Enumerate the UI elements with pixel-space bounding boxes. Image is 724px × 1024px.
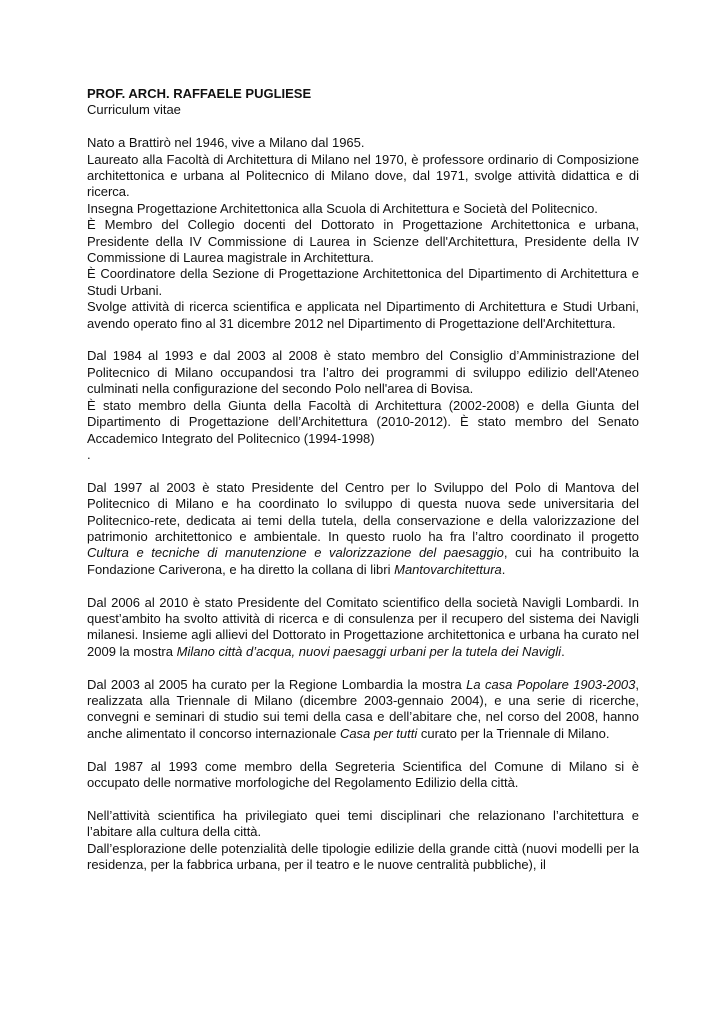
italic-competition-title: Casa per tutti	[339, 725, 418, 741]
italic-exhibition-title: La casa Popolare 1903-2003	[466, 676, 636, 692]
italic-exhibition-title: Milano città d’acqua, nuovi paesaggi urbani per la tutela dei Navigli	[176, 643, 562, 659]
paragraph-doctorate: È Membro del Collegio docenti del Dottorato in Progettazione Architettonica e urbana, Presidente della IV Commissione di Laurea in Scienze dell'Architettura, Presidente della IV Commissione di Laurea magistrale in Architettura.	[87, 217, 639, 266]
spacer	[87, 742, 639, 758]
text-run: Dal 1997 al 2003 è stato Presidente del Centro per lo Sviluppo del Polo di Mantova del Politecnico di Milano e ha coordinato lo sviluppo di questa nuova sede universitaria del Politecnico-rete, dedicata ai temi della tutela, della conservazione e della valorizzazione del patrimonio architettonico e ambientale. In questo ruolo ha fra l’altro coordinato il progetto	[87, 479, 639, 544]
text-run: , cui ha contribuito la Fondazione Cariverona, e ha diretto la collana di libri	[87, 545, 639, 577]
spacer	[87, 660, 639, 676]
paragraph-coordinator: È Coordinatore della Sezione di Progettazione Architettonica del Dipartimento di Architettura e Studi Urbani.	[87, 266, 639, 298]
document-page	[87, 86, 639, 873]
paragraph-research: Svolge attività di ricerca scientifica e applicata nel Dipartimento di Architettura e Studi Urbani, avendo operato fino al 31 dicembre 2012 nel Dipartimento di Progettazione dell'Architettura.	[87, 299, 639, 331]
spacer	[87, 332, 639, 348]
paragraph-navigli	[87, 595, 639, 661]
spacer	[87, 791, 639, 807]
paragraph-dot: .	[87, 446, 91, 462]
document-title: PROF. ARCH. RAFFAELE PUGLIESE	[87, 86, 312, 101]
spacer	[87, 463, 639, 479]
paragraph-exploration: Dall’esplorazione delle potenzialità delle tipologie edilizie della grande città (nuovi modelli per la residenza, per la fabbrica urbana, per il teatro e le nuove centralità pubbliche), il	[87, 840, 639, 872]
paragraph-scientific-activity: Nell’attività scientifica ha privilegiato quei temi disciplinari che relazionano l’architettura e l’abitare alla cultura della città.	[87, 807, 639, 840]
paragraph-segreteria: Dal 1987 al 1993 come membro della Segreteria Scientifica del Comune di Milano si è occupato delle normative morfologiche del Regolamento Edilizio della città.	[87, 758, 639, 790]
text-run: .	[501, 561, 506, 577]
text-run: Dal 2003 al 2005 ha curato per la Regione Lombardia la mostra	[87, 676, 467, 692]
text-run: .	[561, 643, 565, 659]
text-run: , realizzata alla Triennale di Milano (dicembre 2003-gennaio 2004), e una serie di ricerche, convegni e seminari di studio sui temi della casa e dell’abitare che, nel corso del 2008, hanno anche alimentato il concorso internazionale	[87, 676, 639, 741]
text-run: curato per la Triennale di Milano.	[417, 725, 610, 741]
paragraph-birth: Nato a Brattirò nel 1946, vive a Milano dal 1965.	[87, 135, 365, 151]
italic-series-title: Mantovarchitettura	[394, 561, 502, 577]
text-run: Dal 2006 al 2010 è stato Presidente del Comitato scientifico della società Navigli Lombardi. In quest’ambito ha svolto attività di ricerca e di consulenza per il recupero del sistema dei Navigli milanesi. Insieme agli allievi del Dottorato in Progettazione architettonica e urbana ha curato nel 2009 la mostra	[87, 594, 639, 659]
spacer	[87, 119, 639, 135]
paragraph-mantova	[87, 480, 639, 578]
paragraph-giunta: È stato membro della Giunta della Facoltà di Architettura (2002-2008) e della Giunta del Dipartimento di Progettazione dell’Architettura (2010-2012). È stato membro del Senato Accademico Integrato del Politecnico (1994-1998)	[87, 397, 639, 446]
spacer	[87, 578, 639, 594]
paragraph-casa-popolare	[87, 677, 639, 743]
paragraph-teaching: Insegna Progettazione Architettonica alla Scuola di Architettura e Società del Politecnico.	[87, 200, 598, 216]
italic-project-title: Cultura e tecniche di manutenzione e valorizzazione del paesaggio	[87, 545, 504, 561]
document-subtitle: Curriculum vitae	[87, 102, 181, 118]
paragraph-degree: Laureato alla Facoltà di Architettura di Milano nel 1970, è professore ordinario di Composizione architettonica e urbana al Politecnico di Milano dove, dal 1971, svolge attività didattica e di ricerca.	[87, 151, 639, 200]
paragraph-board: Dal 1984 al 1993 e dal 2003 al 2008 è stato membro del Consiglio d’Amministrazione del Politecnico di Milano occupandosi tra l’altro dei programmi di sviluppo edilizio dell'Ateneo culminati nella configurazione del secondo Polo nell'area di Bovisa.	[87, 348, 639, 397]
